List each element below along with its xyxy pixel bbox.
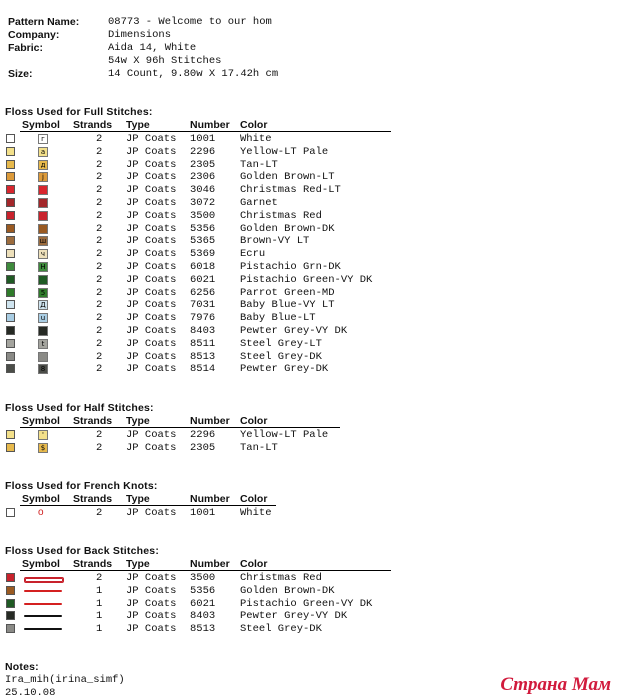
symbol-cell: а bbox=[38, 147, 48, 157]
color-swatch bbox=[6, 508, 15, 517]
half-header-rule bbox=[20, 427, 340, 428]
number-cell: 6021 bbox=[190, 273, 216, 286]
table-row bbox=[0, 338, 619, 351]
symbol-cell: ч bbox=[38, 249, 48, 259]
color-name-cell: Christmas Red bbox=[240, 572, 322, 584]
strands-cell: 2 bbox=[96, 429, 103, 441]
size-value: 14 Count, 9.80w X 17.42h cm bbox=[108, 68, 279, 80]
color-name-cell: Pistachio Green-VY DK bbox=[240, 273, 373, 286]
symbol-cell: 8 bbox=[38, 364, 48, 374]
color-swatch bbox=[6, 300, 15, 309]
table-row bbox=[0, 248, 619, 261]
color-swatch bbox=[6, 352, 15, 361]
number-cell: 5365 bbox=[190, 235, 216, 248]
strands-cell: 1 bbox=[96, 623, 103, 636]
strands-cell: 2 bbox=[96, 572, 103, 584]
table-row bbox=[0, 442, 619, 455]
table-row bbox=[0, 429, 619, 442]
strands-cell: 2 bbox=[96, 337, 103, 350]
column-header-type: Type bbox=[126, 558, 150, 570]
color-swatch bbox=[6, 185, 15, 194]
table-row bbox=[0, 312, 619, 325]
type-cell: JP Coats bbox=[126, 197, 177, 209]
column-header-number: Number bbox=[190, 493, 230, 505]
number-cell: 3046 bbox=[190, 184, 216, 197]
number-cell: 5356 bbox=[190, 222, 216, 235]
type-cell: JP Coats bbox=[126, 171, 177, 184]
strands-cell: 2 bbox=[96, 312, 103, 325]
type-cell: JP Coats bbox=[126, 584, 177, 597]
color-swatch bbox=[6, 262, 15, 271]
column-header-number: Number bbox=[190, 558, 230, 570]
column-header-color: Color bbox=[240, 415, 268, 427]
table-row bbox=[0, 146, 619, 159]
symbol-cell: Д bbox=[38, 300, 48, 310]
strands-cell: 2 bbox=[96, 171, 103, 184]
type-cell: JP Coats bbox=[126, 623, 177, 636]
notes-label: Notes: bbox=[5, 661, 39, 673]
symbol-cell: ' bbox=[38, 430, 48, 440]
color-name-cell: Christmas Red bbox=[240, 209, 322, 222]
table-row bbox=[0, 223, 619, 236]
color-name-cell: Parrot Green-MD bbox=[240, 286, 335, 299]
type-cell: JP Coats bbox=[126, 145, 177, 158]
number-cell: 2305 bbox=[190, 441, 216, 454]
color-swatch bbox=[6, 339, 15, 348]
color-swatch bbox=[6, 326, 15, 335]
symbol-cell bbox=[38, 185, 48, 195]
symbol-cell: t bbox=[38, 339, 48, 349]
color-name-cell: Pewter Grey-VY DK bbox=[240, 325, 348, 337]
color-swatch bbox=[6, 313, 15, 322]
strands-cell: 2 bbox=[96, 145, 103, 158]
color-swatch bbox=[6, 211, 15, 220]
number-cell: 6256 bbox=[190, 286, 216, 299]
color-name-cell: Pistachio Grn-DK bbox=[240, 261, 341, 273]
number-cell: 3500 bbox=[190, 209, 216, 222]
color-swatch bbox=[6, 224, 15, 233]
strands-cell: 2 bbox=[96, 299, 103, 312]
knots-header-rule bbox=[20, 505, 276, 506]
size-label: Size: bbox=[8, 68, 33, 80]
color-swatch bbox=[6, 249, 15, 258]
symbol-cell: $ bbox=[38, 443, 48, 453]
symbol-cell bbox=[38, 224, 48, 234]
color-swatch bbox=[6, 599, 15, 608]
strands-cell: 1 bbox=[96, 584, 103, 597]
color-name-cell: Pewter Grey-VY DK bbox=[240, 610, 348, 623]
table-row bbox=[0, 171, 619, 184]
color-name-cell: Ecru bbox=[240, 248, 266, 261]
color-name-cell: Christmas Red-LT bbox=[240, 184, 341, 197]
column-header-number: Number bbox=[190, 119, 230, 131]
table-row bbox=[0, 235, 619, 248]
number-cell: 5369 bbox=[190, 248, 216, 261]
type-cell: JP Coats bbox=[126, 158, 177, 171]
table-row bbox=[0, 572, 619, 585]
column-header-color: Color bbox=[240, 558, 268, 570]
strands-cell: 1 bbox=[96, 610, 103, 623]
table-row bbox=[0, 184, 619, 197]
number-cell: 8514 bbox=[190, 363, 216, 376]
number-cell: 2296 bbox=[190, 145, 216, 158]
number-cell: 7976 bbox=[190, 312, 216, 325]
color-name-cell: Yellow-LT Pale bbox=[240, 429, 329, 441]
type-cell: JP Coats bbox=[126, 273, 177, 286]
strands-cell: 2 bbox=[96, 158, 103, 171]
color-name-cell: Pistachio Green-VY DK bbox=[240, 597, 373, 610]
type-cell: JP Coats bbox=[126, 235, 177, 248]
table-row bbox=[0, 133, 619, 146]
number-cell: 3500 bbox=[190, 572, 216, 584]
type-cell: JP Coats bbox=[126, 350, 177, 363]
color-swatch bbox=[6, 288, 15, 297]
type-cell: JP Coats bbox=[126, 312, 177, 325]
full-header-rule bbox=[20, 131, 391, 132]
type-cell: JP Coats bbox=[126, 610, 177, 623]
color-swatch bbox=[6, 573, 15, 582]
column-header-strands: Strands bbox=[73, 493, 113, 505]
color-name-cell: White bbox=[240, 133, 272, 145]
strands-cell: 2 bbox=[96, 184, 103, 197]
number-cell: 6018 bbox=[190, 261, 216, 273]
number-cell: 8403 bbox=[190, 325, 216, 337]
color-swatch bbox=[6, 236, 15, 245]
symbol-cell bbox=[38, 211, 48, 221]
number-cell: 2296 bbox=[190, 429, 216, 441]
symbol-cell bbox=[38, 198, 48, 208]
column-header-type: Type bbox=[126, 119, 150, 131]
strands-cell: 2 bbox=[96, 273, 103, 286]
symbol-cell: г bbox=[38, 134, 48, 144]
color-name-cell: Garnet bbox=[240, 197, 278, 209]
symbol-cell bbox=[38, 352, 48, 362]
table-row bbox=[0, 598, 619, 611]
strands-cell: 2 bbox=[96, 235, 103, 248]
type-cell: JP Coats bbox=[126, 597, 177, 610]
strands-cell: 2 bbox=[96, 286, 103, 299]
color-swatch bbox=[6, 198, 15, 207]
color-swatch bbox=[6, 172, 15, 181]
symbol-cell: 5 bbox=[38, 288, 48, 298]
number-cell: 8403 bbox=[190, 610, 216, 623]
color-name-cell: Golden Brown-DK bbox=[240, 222, 335, 235]
company-label: Company: bbox=[8, 29, 60, 41]
strands-cell: 2 bbox=[96, 350, 103, 363]
color-name-cell: Yellow-LT Pale bbox=[240, 145, 329, 158]
number-cell: 7031 bbox=[190, 299, 216, 312]
table-row bbox=[0, 299, 619, 312]
strands-cell: 2 bbox=[96, 197, 103, 209]
back-header-rule bbox=[20, 570, 391, 571]
type-cell: JP Coats bbox=[126, 441, 177, 454]
table-row bbox=[0, 325, 619, 338]
column-header-strands: Strands bbox=[73, 558, 113, 570]
table-row bbox=[0, 610, 619, 623]
column-header-color: Color bbox=[240, 493, 268, 505]
type-cell: JP Coats bbox=[126, 325, 177, 337]
back-section-title: Floss Used for Back Stitches: bbox=[5, 545, 160, 557]
column-header-strands: Strands bbox=[73, 119, 113, 131]
strands-cell: 2 bbox=[96, 507, 103, 519]
column-header-type: Type bbox=[126, 493, 150, 505]
number-cell: 2305 bbox=[190, 158, 216, 171]
strands-cell: 2 bbox=[96, 363, 103, 376]
symbol-cell: д bbox=[38, 160, 48, 170]
column-header-symbol: Symbol bbox=[22, 119, 60, 131]
color-swatch bbox=[6, 624, 15, 633]
number-cell: 8513 bbox=[190, 623, 216, 636]
strands-cell: 2 bbox=[96, 133, 103, 145]
table-row bbox=[0, 159, 619, 172]
number-cell: 1001 bbox=[190, 507, 216, 519]
full-section-title: Floss Used for Full Stitches: bbox=[5, 106, 153, 118]
table-row bbox=[0, 274, 619, 287]
symbol-cell bbox=[38, 326, 48, 336]
table-row bbox=[0, 197, 619, 210]
number-cell: 3072 bbox=[190, 197, 216, 209]
color-name-cell: Baby Blue-VY LT bbox=[240, 299, 335, 312]
color-name-cell: Golden Brown-LT bbox=[240, 171, 335, 184]
fabric-value: Aida 14, White bbox=[108, 42, 197, 54]
knots-section-title: Floss Used for French Knots: bbox=[5, 480, 158, 492]
table-row bbox=[0, 363, 619, 376]
number-cell: 8513 bbox=[190, 350, 216, 363]
color-swatch bbox=[6, 147, 15, 156]
table-row bbox=[0, 507, 619, 520]
color-swatch bbox=[6, 443, 15, 452]
color-name-cell: Steel Grey-DK bbox=[240, 623, 322, 636]
number-cell: 8511 bbox=[190, 337, 216, 350]
color-name-cell: Baby Blue-LT bbox=[240, 312, 316, 325]
backstitch-line bbox=[24, 628, 62, 630]
half-section-title: Floss Used for Half Stitches: bbox=[5, 402, 154, 414]
backstitch-line bbox=[24, 577, 64, 583]
backstitch-line bbox=[24, 603, 62, 605]
strands-cell: 2 bbox=[96, 261, 103, 273]
pattern-name-label: Pattern Name: bbox=[8, 16, 80, 28]
color-name-cell: Steel Grey-LT bbox=[240, 337, 322, 350]
type-cell: JP Coats bbox=[126, 209, 177, 222]
column-header-number: Number bbox=[190, 415, 230, 427]
column-header-color: Color bbox=[240, 119, 268, 131]
color-swatch bbox=[6, 160, 15, 169]
type-cell: JP Coats bbox=[126, 429, 177, 441]
type-cell: JP Coats bbox=[126, 337, 177, 350]
color-name-cell: Tan-LT bbox=[240, 441, 278, 454]
symbol-cell: j bbox=[38, 172, 48, 182]
type-cell: JP Coats bbox=[126, 572, 177, 584]
color-name-cell: Steel Grey-DK bbox=[240, 350, 322, 363]
strands-cell: 2 bbox=[96, 222, 103, 235]
pattern-name-value: 08773 - Welcome to our hom bbox=[108, 16, 272, 28]
color-name-cell: White bbox=[240, 507, 272, 519]
strands-cell: 2 bbox=[96, 441, 103, 454]
color-swatch bbox=[6, 134, 15, 143]
table-row bbox=[0, 623, 619, 636]
color-name-cell: Golden Brown-DK bbox=[240, 584, 335, 597]
column-header-type: Type bbox=[126, 415, 150, 427]
number-cell: 5356 bbox=[190, 584, 216, 597]
color-name-cell: Pewter Grey-DK bbox=[240, 363, 329, 376]
column-header-symbol: Symbol bbox=[22, 415, 60, 427]
strands-cell: 2 bbox=[96, 248, 103, 261]
number-cell: 1001 bbox=[190, 133, 216, 145]
column-header-symbol: Symbol bbox=[22, 558, 60, 570]
table-row bbox=[0, 210, 619, 223]
knot-symbol: o bbox=[38, 507, 44, 518]
symbol-cell: ш bbox=[39, 237, 47, 246]
type-cell: JP Coats bbox=[126, 299, 177, 312]
color-swatch bbox=[6, 275, 15, 284]
table-row bbox=[0, 585, 619, 598]
notes-line-2: 25.10.08 bbox=[5, 687, 56, 699]
number-cell: 6021 bbox=[190, 597, 216, 610]
color-name-cell: Brown-VY LT bbox=[240, 235, 310, 248]
type-cell: JP Coats bbox=[126, 133, 177, 145]
type-cell: JP Coats bbox=[126, 222, 177, 235]
symbol-cell: u bbox=[38, 313, 48, 323]
type-cell: JP Coats bbox=[126, 363, 177, 376]
type-cell: JP Coats bbox=[126, 184, 177, 197]
table-row bbox=[0, 351, 619, 364]
table-row bbox=[0, 261, 619, 274]
color-name-cell: Tan-LT bbox=[240, 158, 278, 171]
symbol-cell: Н bbox=[38, 262, 48, 272]
column-header-strands: Strands bbox=[73, 415, 113, 427]
strands-cell: 2 bbox=[96, 209, 103, 222]
fabric-label: Fabric: bbox=[8, 42, 44, 54]
strands-cell: 2 bbox=[96, 325, 103, 337]
notes-line-1: Ira_mih(irina_simf) bbox=[5, 674, 125, 686]
table-row bbox=[0, 287, 619, 300]
type-cell: JP Coats bbox=[126, 507, 177, 519]
color-swatch bbox=[6, 430, 15, 439]
column-header-symbol: Symbol bbox=[22, 493, 60, 505]
symbol-cell bbox=[38, 275, 48, 285]
watermark-logo: Страна Мам bbox=[500, 674, 611, 695]
stitches-value: 54w X 96h Stitches bbox=[108, 55, 222, 67]
company-value: Dimensions bbox=[108, 29, 172, 41]
number-cell: 2306 bbox=[190, 171, 216, 184]
backstitch-line bbox=[24, 590, 62, 592]
type-cell: JP Coats bbox=[126, 248, 177, 261]
color-swatch bbox=[6, 364, 15, 373]
color-swatch bbox=[6, 586, 15, 595]
color-swatch bbox=[6, 611, 15, 620]
type-cell: JP Coats bbox=[126, 261, 177, 273]
strands-cell: 1 bbox=[96, 597, 103, 610]
type-cell: JP Coats bbox=[126, 286, 177, 299]
backstitch-line bbox=[24, 615, 62, 617]
